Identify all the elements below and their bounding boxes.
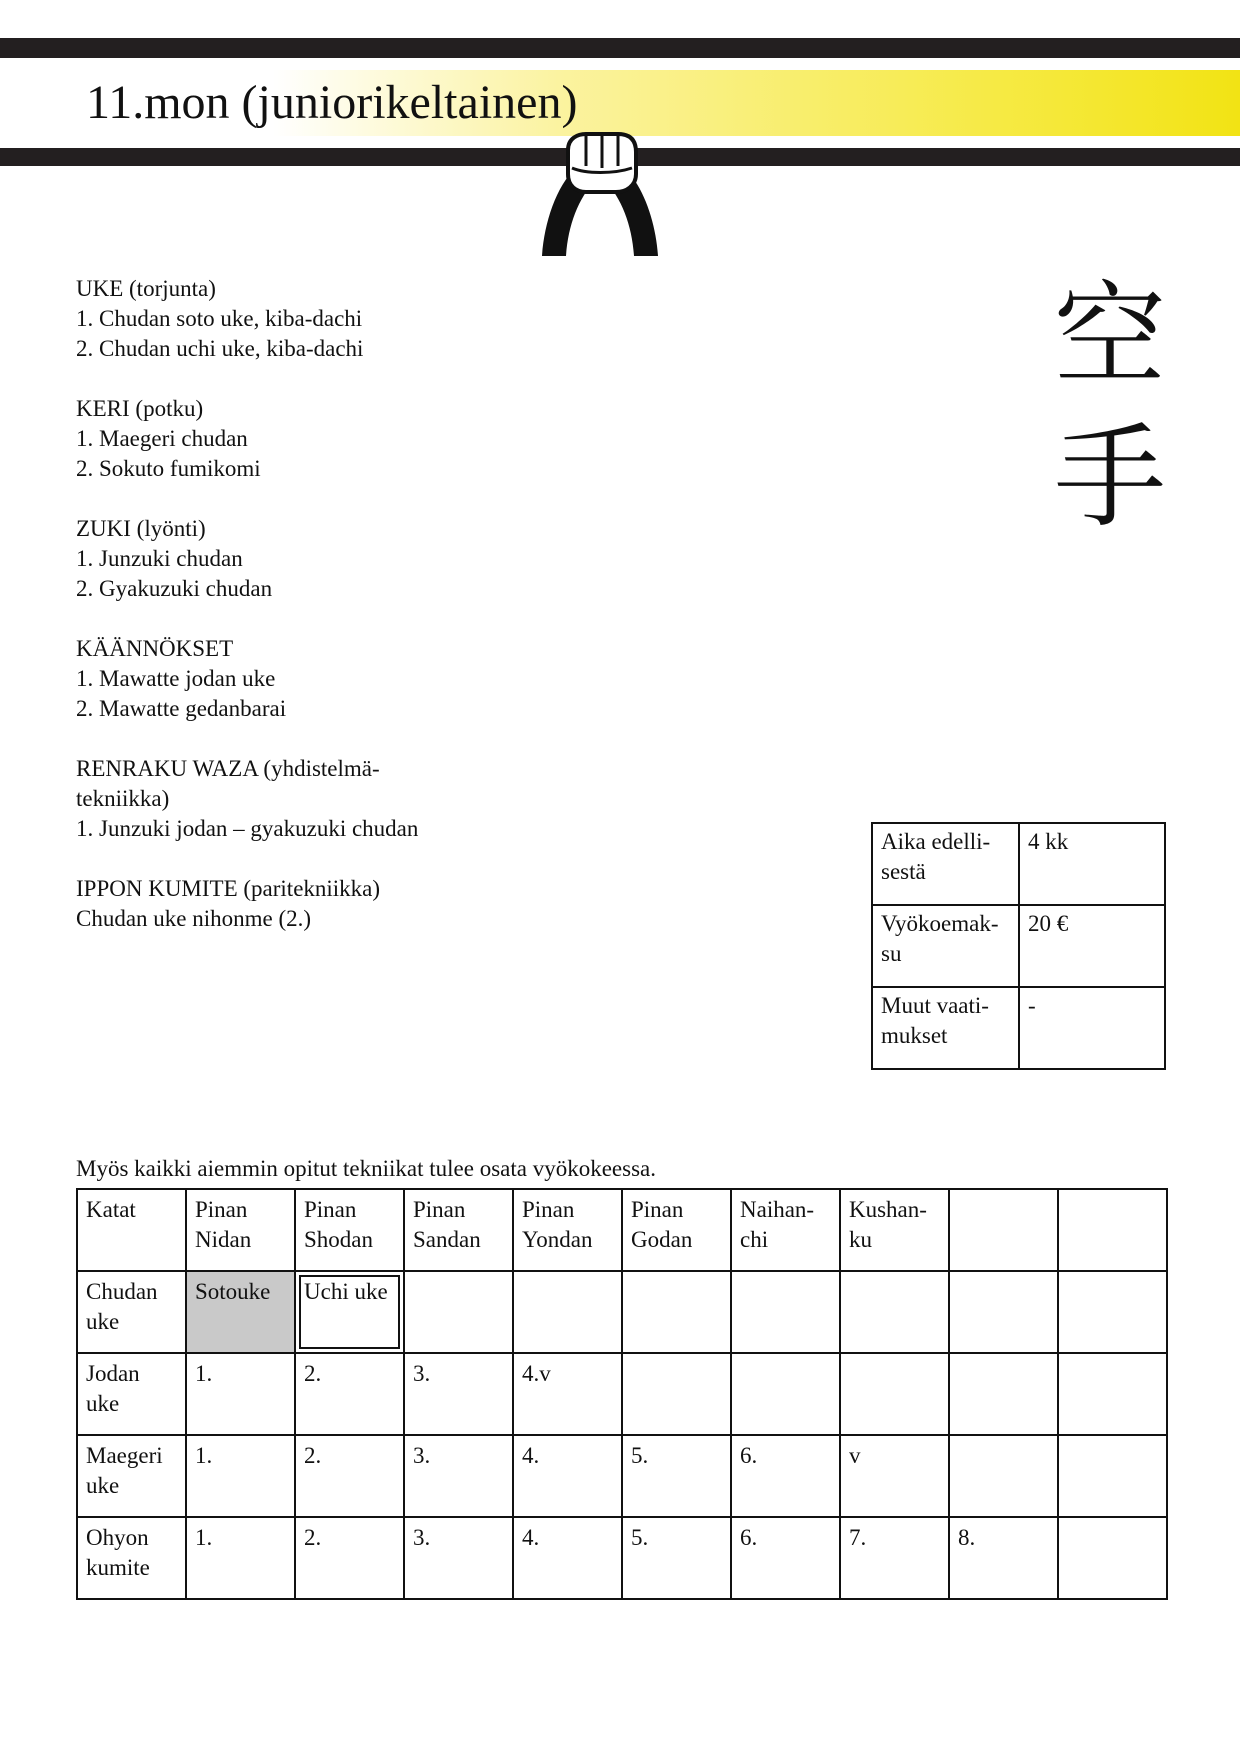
table-cell <box>949 1189 1058 1271</box>
section-heading: ZUKI (lyönti) <box>76 516 206 541</box>
section-heading: IPPON KUMITE (paritekniikka) <box>76 876 381 901</box>
technique-item: 2. Mawatte gedanbarai <box>76 696 287 721</box>
info-value: - <box>1019 987 1165 1069</box>
table-cell <box>840 1271 949 1353</box>
table-cell: 1. <box>186 1435 295 1517</box>
table-cell: v <box>840 1435 949 1517</box>
table-cell: Pinan Godan <box>622 1189 731 1271</box>
requirements-note: Myös kaikki aiemmin opitut tekniikat tulee osata vyökokeessa. <box>76 1156 656 1181</box>
table-cell <box>1058 1189 1167 1271</box>
section-heading: RENRAKU WAZA (yhdistelmä-tekniikka) <box>76 756 380 811</box>
section-heading: UKE (torjunta) <box>76 276 216 301</box>
technique-section-kaannokset <box>76 634 436 724</box>
kata-table <box>76 1188 1168 1600</box>
technique-item: 1. Junzuki jodan – gyakuzuki chudan <box>76 816 419 841</box>
technique-item: 1. Junzuki chudan <box>76 546 243 571</box>
table-cell: Kushan-ku <box>840 1189 949 1271</box>
table-cell: 8. <box>949 1517 1058 1599</box>
info-row-time <box>872 823 1165 905</box>
technique-list <box>76 274 436 964</box>
technique-item: 1. Mawatte jodan uke <box>76 666 276 691</box>
table-cell: 1. <box>186 1517 295 1599</box>
table-cell: 4. <box>513 1517 622 1599</box>
table-cell: 7. <box>840 1517 949 1599</box>
table-cell <box>622 1353 731 1435</box>
table-cell <box>513 1271 622 1353</box>
info-value: 20 € <box>1019 905 1165 987</box>
table-cell: Katat <box>77 1189 186 1271</box>
table-row <box>77 1517 1167 1599</box>
table-cell <box>949 1353 1058 1435</box>
table-cell <box>840 1353 949 1435</box>
table-cell: Pinan Sandan <box>404 1189 513 1271</box>
exam-info-table <box>871 822 1166 1070</box>
table-cell <box>1058 1435 1167 1517</box>
technique-item: 2. Sokuto fumikomi <box>76 456 261 481</box>
technique-item: 1. Chudan soto uke, kiba-dachi <box>76 306 363 331</box>
table-cell <box>949 1435 1058 1517</box>
technique-section-uke <box>76 274 436 364</box>
table-cell: Jodan uke <box>77 1353 186 1435</box>
table-cell: 6. <box>731 1517 840 1599</box>
table-cell <box>1058 1353 1167 1435</box>
section-heading: KÄÄNNÖKSET <box>76 636 234 661</box>
table-row <box>77 1271 1167 1353</box>
table-cell: 6. <box>731 1435 840 1517</box>
table-cell: Maegeri uke <box>77 1435 186 1517</box>
table-cell <box>404 1271 513 1353</box>
table-cell: 5. <box>622 1435 731 1517</box>
belt-fist-icon <box>520 128 680 258</box>
table-cell: Ohyon kumite <box>77 1517 186 1599</box>
table-cell-boxed: Uchi uke <box>295 1271 404 1353</box>
technique-item: Chudan uke nihonme (2.) <box>76 906 312 931</box>
info-value: 4 kk <box>1019 823 1165 905</box>
technique-item: 2. Chudan uchi uke, kiba-dachi <box>76 336 364 361</box>
info-row-fee <box>872 905 1165 987</box>
technique-section-renraku-waza <box>76 754 436 844</box>
info-label: Vyökoemak-su <box>872 905 1019 987</box>
table-cell: 3. <box>404 1353 513 1435</box>
table-cell: Chudan uke <box>77 1271 186 1353</box>
info-row-other <box>872 987 1165 1069</box>
table-cell <box>949 1271 1058 1353</box>
table-cell <box>731 1353 840 1435</box>
table-cell: 4. <box>513 1435 622 1517</box>
technique-item: 2. Gyakuzuki chudan <box>76 576 273 601</box>
table-cell <box>1058 1517 1167 1599</box>
table-cell: Naihan-chi <box>731 1189 840 1271</box>
page-title: 11.mon (juniorikeltainen) <box>86 76 578 129</box>
table-cell <box>622 1271 731 1353</box>
karate-kanji <box>1040 265 1180 549</box>
info-label: Aika edelli-sestä <box>872 823 1019 905</box>
table-cell-shaded: Sotouke <box>186 1271 295 1353</box>
table-cell: 1. <box>186 1353 295 1435</box>
table-cell: 3. <box>404 1517 513 1599</box>
technique-section-ippon-kumite <box>76 874 436 934</box>
table-cell: 2. <box>295 1517 404 1599</box>
kanji-sky: 空 <box>1054 271 1166 401</box>
technique-item: 1. Maegeri chudan <box>76 426 248 451</box>
table-cell: 3. <box>404 1435 513 1517</box>
table-cell <box>731 1271 840 1353</box>
table-cell: 4.v <box>513 1353 622 1435</box>
info-label: Muut vaati-mukset <box>872 987 1019 1069</box>
top-black-band <box>0 38 1240 58</box>
kata-header-row <box>77 1189 1167 1271</box>
table-cell: 5. <box>622 1517 731 1599</box>
table-cell: Pinan Nidan <box>186 1189 295 1271</box>
table-cell: Pinan Shodan <box>295 1189 404 1271</box>
technique-section-keri <box>76 394 436 484</box>
table-cell: Pinan Yondan <box>513 1189 622 1271</box>
kanji-hand: 手 <box>1054 413 1166 543</box>
technique-section-zuki <box>76 514 436 604</box>
table-cell: 2. <box>295 1353 404 1435</box>
table-cell: 2. <box>295 1435 404 1517</box>
table-row <box>77 1353 1167 1435</box>
section-heading: KERI (potku) <box>76 396 204 421</box>
table-cell <box>1058 1271 1167 1353</box>
table-row <box>77 1435 1167 1517</box>
